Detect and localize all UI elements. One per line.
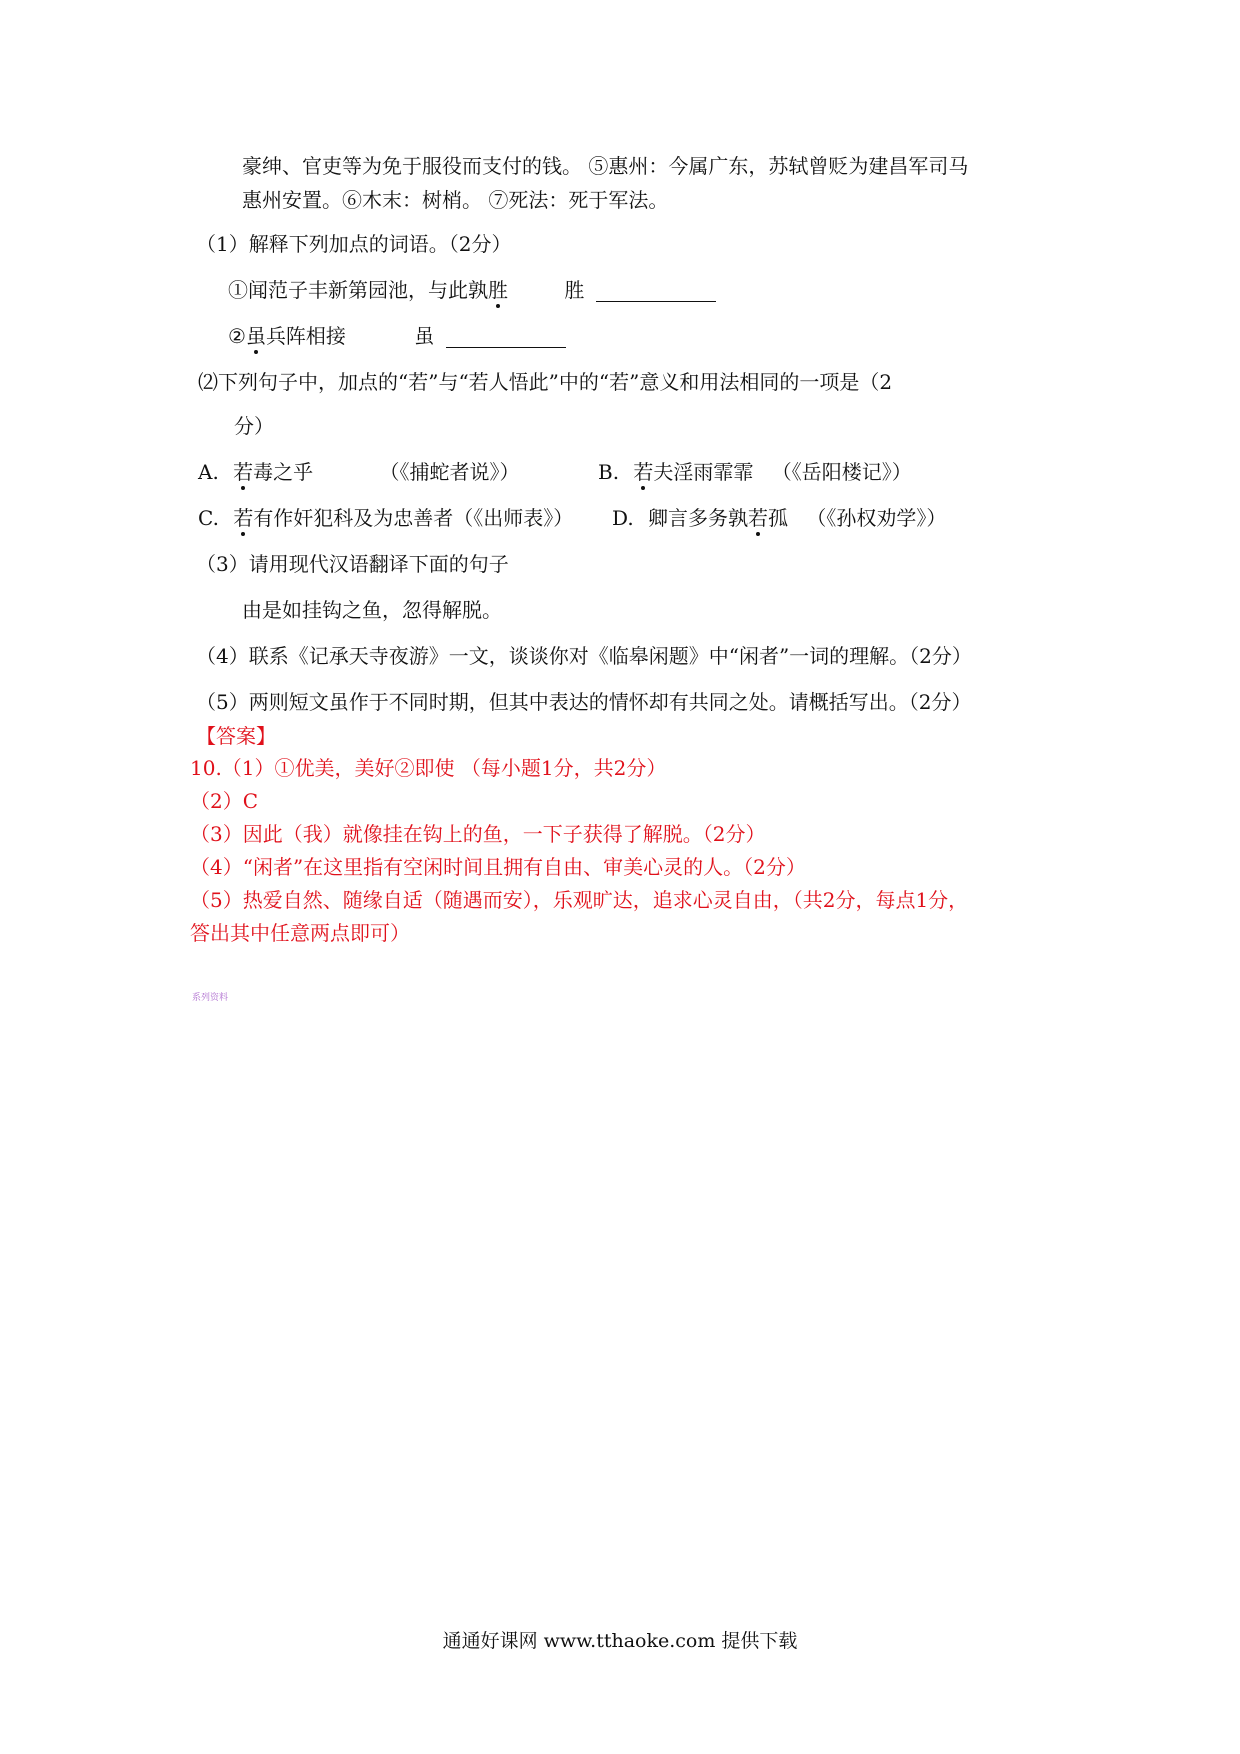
option-label: B. bbox=[598, 460, 620, 484]
q3-title: （3）请用现代汉语翻译下面的句子 bbox=[196, 552, 509, 576]
option-text-end: 孤 bbox=[768, 506, 789, 530]
q1-item-2-text: 兵阵相接 bbox=[265, 324, 346, 348]
option-source: （《孙权劝学》） bbox=[806, 506, 947, 530]
option-text: 有作奸犯科及为忠善者（《出师表》） bbox=[253, 506, 574, 530]
note-line-1: 豪绅、官吏等为免于服役而支付的钱。 ⑤惠州：今属广东，苏轼曾贬为建昌军司马 bbox=[242, 154, 969, 178]
q2-title-line-2: 分） bbox=[234, 414, 274, 438]
q1-item-2 bbox=[228, 324, 566, 348]
q1-item-2-prefix: ② bbox=[228, 324, 246, 348]
answer-4: （4）“闲者”在这里指有空闲时间且拥有自由、审美心灵的人。（2分） bbox=[190, 855, 806, 879]
q1-item-2-label: 虽 bbox=[414, 324, 435, 348]
option-label: A. bbox=[198, 460, 219, 484]
answer-3: （3）因此（我）就像挂在钩上的鱼，一下子获得了解脱。（2分） bbox=[190, 822, 766, 846]
dotted-char: 虽 bbox=[245, 324, 266, 348]
q1-item-1-text: ①闻范子丰新第园池，与此孰 bbox=[228, 278, 488, 302]
q1-title: （1）解释下列加点的词语。（2分） bbox=[196, 232, 512, 256]
option-label: C. bbox=[198, 506, 219, 530]
answer-5-line-1: （5）热爱自然、随缘自适（随遇而安），乐观旷达，追求心灵自由，（共2分，每点1分， bbox=[190, 888, 969, 912]
q2-title-line-1: ⑵下列句子中，加点的“若”与“若人悟此”中的“若”意义和用法相同的一项是（2 bbox=[198, 370, 893, 394]
q2-option-d bbox=[612, 506, 946, 530]
page-footer: 通通好课网 www.tthaoke.com 提供下载 bbox=[442, 1630, 798, 1652]
q4-title: （4）联系《记承天寺夜游》一文，谈谈你对《临皋闲题》中“闲者”一词的理解。（2分） bbox=[196, 644, 972, 668]
note-line-2: 惠州安置。⑥木末：树梢。 ⑦死法：死于军法。 bbox=[242, 188, 669, 212]
answer-blank bbox=[596, 283, 716, 302]
answer-blank bbox=[446, 329, 566, 348]
answer-header: 【答案】 bbox=[196, 724, 276, 748]
dotted-char: 若 bbox=[233, 506, 254, 530]
dotted-char: 若 bbox=[233, 460, 254, 484]
q5-title: （5）两则短文虽作于不同时期，但其中表达的情怀却有共同之处。请概括写出。（2分） bbox=[196, 690, 972, 714]
option-source: （《岳阳楼记》） bbox=[771, 460, 912, 484]
answer-5-line-2: 答出其中任意两点即可） bbox=[190, 921, 410, 945]
answer-1: 10.（1）①优美，美好②即使 （每小题1分，共2分） bbox=[190, 756, 667, 780]
q2-option-b bbox=[598, 460, 912, 484]
option-text: 毒之乎 bbox=[253, 460, 314, 484]
q1-item-1 bbox=[228, 278, 716, 302]
q2-option-a bbox=[198, 460, 520, 484]
watermark: 系列资料 bbox=[192, 993, 229, 1003]
dotted-char: 若 bbox=[748, 506, 769, 530]
option-text: 夫淫雨霏霏 bbox=[653, 460, 754, 484]
dotted-char: 若 bbox=[633, 460, 654, 484]
option-text: 卿言多务孰 bbox=[648, 506, 749, 530]
q2-option-c bbox=[198, 506, 573, 530]
dotted-char: 胜 bbox=[488, 278, 508, 302]
q1-item-1-label: 胜 bbox=[564, 278, 585, 302]
answer-2: （2）C bbox=[190, 789, 259, 813]
option-label: D. bbox=[612, 506, 634, 530]
q3-sentence: 由是如挂钩之鱼，忽得解脱。 bbox=[242, 598, 502, 622]
option-source: （《捕蛇者说》） bbox=[379, 460, 520, 484]
